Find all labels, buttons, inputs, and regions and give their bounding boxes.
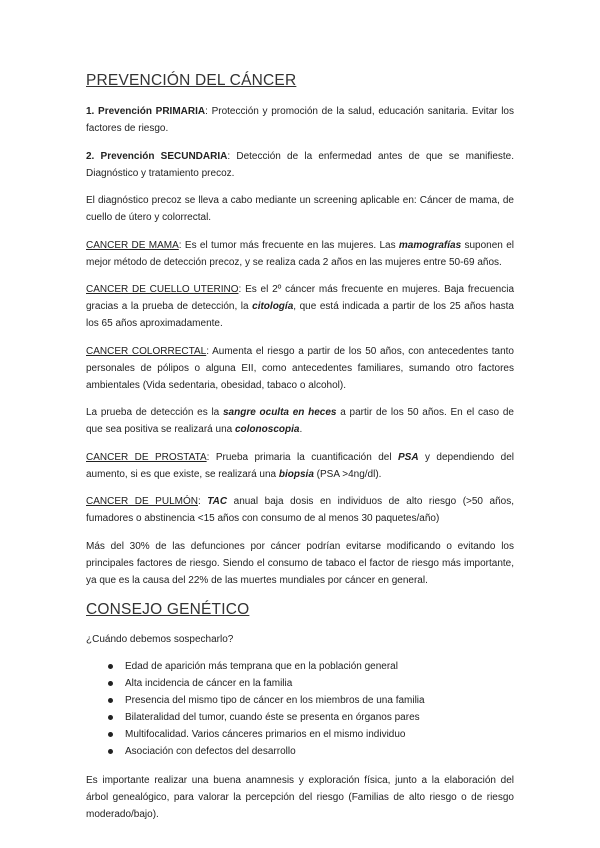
bold-italic-term: TAC — [207, 496, 228, 507]
bold-italic-term: citología — [252, 301, 294, 312]
question-sospecha: ¿Cuándo debemos sospecharlo? — [86, 633, 234, 645]
paragraph-text: y dependiendo del aumento, si es que existe, se realizará una — [86, 451, 514, 480]
paragraph-prueba-deteccion — [86, 404, 514, 438]
bold-italic-term: colonoscopia — [234, 424, 300, 435]
paragraph-text: La prueba de detección es la — [86, 407, 223, 418]
document-content — [86, 72, 514, 834]
list-item: Alta incidencia de cáncer en la familia — [108, 675, 514, 692]
paragraph-text: : Es el 2º cáncer más frecuente en mujeres. Baja frecuencia gracias a la prueba de detección, la — [86, 284, 515, 312]
paragraph-text: anual baja dosis en individuos de alto riesgo (>50 años, fumadores o abstinencia <15 años con consumo de al menos 30 paquetes/año) — [86, 496, 514, 524]
paragraph-text: : Prueba primaria la cuantificación del — [206, 451, 398, 463]
paragraph-text: (PSA >4ng/dl). — [313, 468, 382, 480]
paragraph-cancer-prostata — [86, 449, 514, 483]
paragraph-anamnesis: Es importante realizar una buena anamnesis y exploración física, junto a la elaboración del árbol genealógico, para valorar la percepción del riesgo (Familias de alto riesgo o de riesgo moderado/bajo). — [86, 775, 514, 820]
paragraph-defunciones: Más del 30% de las defunciones por cáncer podrían evitarse modificando o evitando los principales factores de riesgo. Siendo el consumo de tabaco el factor de riesgo más importante, ya que es la causa del 22% de las muertes mundiales por cáncer en general. — [86, 540, 514, 586]
underlined-heading: CANCER DE CUELLO UTERINO — [86, 284, 239, 295]
underlined-heading: CANCER DE PULMÓN — [86, 496, 198, 507]
bold-term: 2. Prevención SECUNDARIA — [86, 150, 228, 162]
underlined-heading: CANCER COLORRECTAL — [86, 345, 207, 357]
list-item: Asociación con defectos del desarrollo — [108, 743, 514, 760]
paragraph-text: suponen el mejor método de detección precoz, y se realiza cada 2 años en las mujeres entre 50-69 años. — [86, 239, 514, 268]
section-title-prevencion: PREVENCIÓN DEL CÁNCER — [86, 72, 297, 89]
paragraph-text: : Es el tumor más frecuente en las mujeres. Las — [178, 239, 399, 251]
paragraph-cancer-cuello — [86, 281, 514, 332]
bold-italic-term: sangre oculta en heces — [222, 407, 337, 418]
paragraph-text: : — [197, 496, 208, 507]
paragraph-cancer-pulmon — [86, 493, 514, 527]
paragraph-cancer-mama — [86, 237, 514, 271]
paragraph-text: : Protección y promoción de la salud, educación sanitaria. Evitar los factores de riesgo. — [86, 106, 514, 134]
list-item: Multifocalidad. Varios cánceres primarios en el mismo individuo — [108, 726, 514, 743]
bold-italic-term: biopsia — [278, 468, 314, 480]
paragraph-text: : Aumenta el riesgo a partir de los 50 años, con antecedentes tanto personales de pólipos o alguna EII, como antecedentes familiares, sumando otro factores ambientales (Vida sedentaria, obesidad, tabaco o alcohol). — [86, 345, 514, 391]
paragraph-prevencion-primaria — [86, 103, 514, 137]
paragraph-text: , que está indicada a partir de los 25 años hasta los 65 años aproximadamente. — [86, 301, 514, 329]
paragraph-text: . — [299, 424, 303, 435]
bold-italic-term: mamografías — [398, 239, 462, 251]
bullet-list — [86, 658, 514, 760]
paragraph-text: a partir de los 50 años. En el caso de que sea positiva se realizará una — [86, 407, 514, 435]
list-item: Edad de aparición más temprana que en la población general — [108, 658, 514, 675]
bold-term: 1. Prevención PRIMARIA — [86, 106, 206, 117]
paragraph-text: : Detección de la enfermedad antes de que se manifieste. Diagnóstico y tratamiento precoz. — [86, 150, 514, 179]
paragraph-prevencion-secundaria — [86, 148, 514, 182]
underlined-heading: CANCER DE PROSTATA — [86, 451, 207, 463]
list-item: Presencia del mismo tipo de cáncer en los miembros de una familia — [108, 692, 514, 709]
paragraph-cancer-colorrectal — [86, 343, 514, 394]
underlined-heading: CANCER DE MAMA — [86, 239, 179, 251]
paragraph-diagnostico-precoz: El diagnóstico precoz se lleva a cabo mediante un screening aplicable en: Cáncer de mama, de cuello de útero y colorrectal. — [86, 195, 514, 223]
bold-italic-term: PSA — [397, 451, 419, 463]
list-item: Bilateralidad del tumor, cuando éste se presenta en órganos pares — [108, 709, 514, 726]
section-title-consejo-genetico: CONSEJO GENÉTICO — [86, 600, 250, 618]
